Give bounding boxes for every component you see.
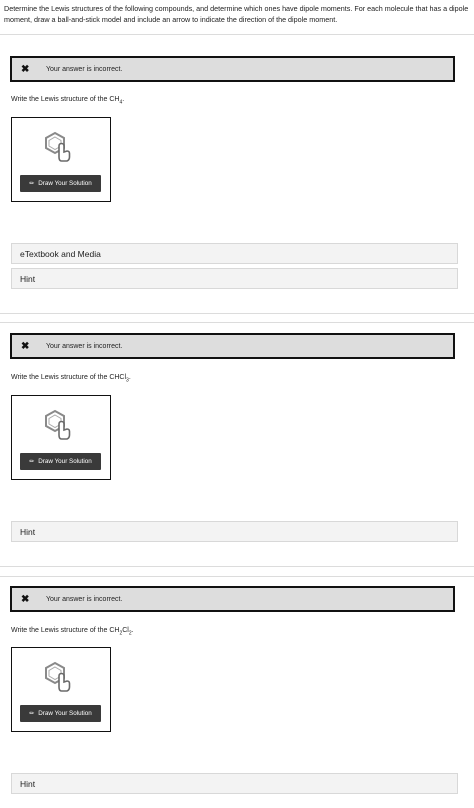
- feedback-message: Your answer is incorrect.: [46, 342, 123, 350]
- incorrect-feedback-alert: [10, 56, 455, 82]
- draw-solution-label: Draw Your Solution: [38, 180, 92, 187]
- draw-solution-button[interactable]: [20, 453, 101, 470]
- draw-solution-button[interactable]: [20, 705, 101, 722]
- molecule-draw-icon: [42, 408, 78, 442]
- pencil-icon: ✏: [29, 711, 35, 717]
- chemical-formula: $CH_2Cl_2$: [109, 627, 132, 637]
- molecule-draw-icon: [42, 130, 78, 164]
- hint-label: Hint: [20, 273, 36, 284]
- pencil-icon: ✏: [29, 181, 35, 187]
- pencil-icon: ✏: [29, 459, 35, 465]
- divider: [0, 34, 474, 35]
- draw-solution-button[interactable]: [20, 175, 101, 192]
- question-prompt: Write the Lewis structure of the CHCl$_3$.: [11, 374, 131, 384]
- chemical-formula: CHCl$_3$: [109, 374, 129, 384]
- divider: [0, 566, 474, 567]
- chemical-formula: $CH_4$: [109, 96, 123, 106]
- divider: [0, 322, 474, 323]
- close-x-icon: ✖: [21, 593, 30, 605]
- hint-label: Hint: [20, 778, 36, 789]
- divider: [0, 313, 474, 314]
- drawing-canvas[interactable]: [11, 647, 111, 732]
- incorrect-feedback-alert: [10, 586, 455, 612]
- divider: [0, 576, 474, 577]
- question-instructions: Determine the Lewis structures of the following compounds, and determine which ones have dipole moments. For each molecule that has a dipole moment, draw a ball-and-stick model and include an arrow to indicate the direction of the dipole moment.: [4, 4, 469, 24]
- draw-solution-label: Draw Your Solution: [38, 710, 92, 717]
- molecule-draw-icon: [42, 660, 78, 694]
- incorrect-feedback-alert: [10, 333, 455, 359]
- feedback-message: Your answer is incorrect.: [46, 65, 123, 73]
- hint-label: Hint: [20, 526, 36, 537]
- draw-solution-label: Draw Your Solution: [38, 458, 92, 465]
- etextbook-media-label: eTextbook and Media: [20, 248, 101, 259]
- question-prompt: Write the Lewis structure of the $CH_2Cl_2$.: [11, 627, 134, 637]
- hint-panel[interactable]: [11, 521, 458, 542]
- close-x-icon: ✖: [21, 340, 30, 352]
- close-x-icon: ✖: [21, 63, 30, 75]
- hint-panel[interactable]: [11, 773, 458, 794]
- hint-panel[interactable]: [11, 268, 458, 289]
- question-prompt: Write the Lewis structure of the $CH_4$.: [11, 96, 125, 106]
- drawing-canvas[interactable]: [11, 395, 111, 480]
- drawing-canvas[interactable]: [11, 117, 111, 202]
- feedback-message: Your answer is incorrect.: [46, 595, 123, 603]
- etextbook-media-panel[interactable]: [11, 243, 458, 264]
